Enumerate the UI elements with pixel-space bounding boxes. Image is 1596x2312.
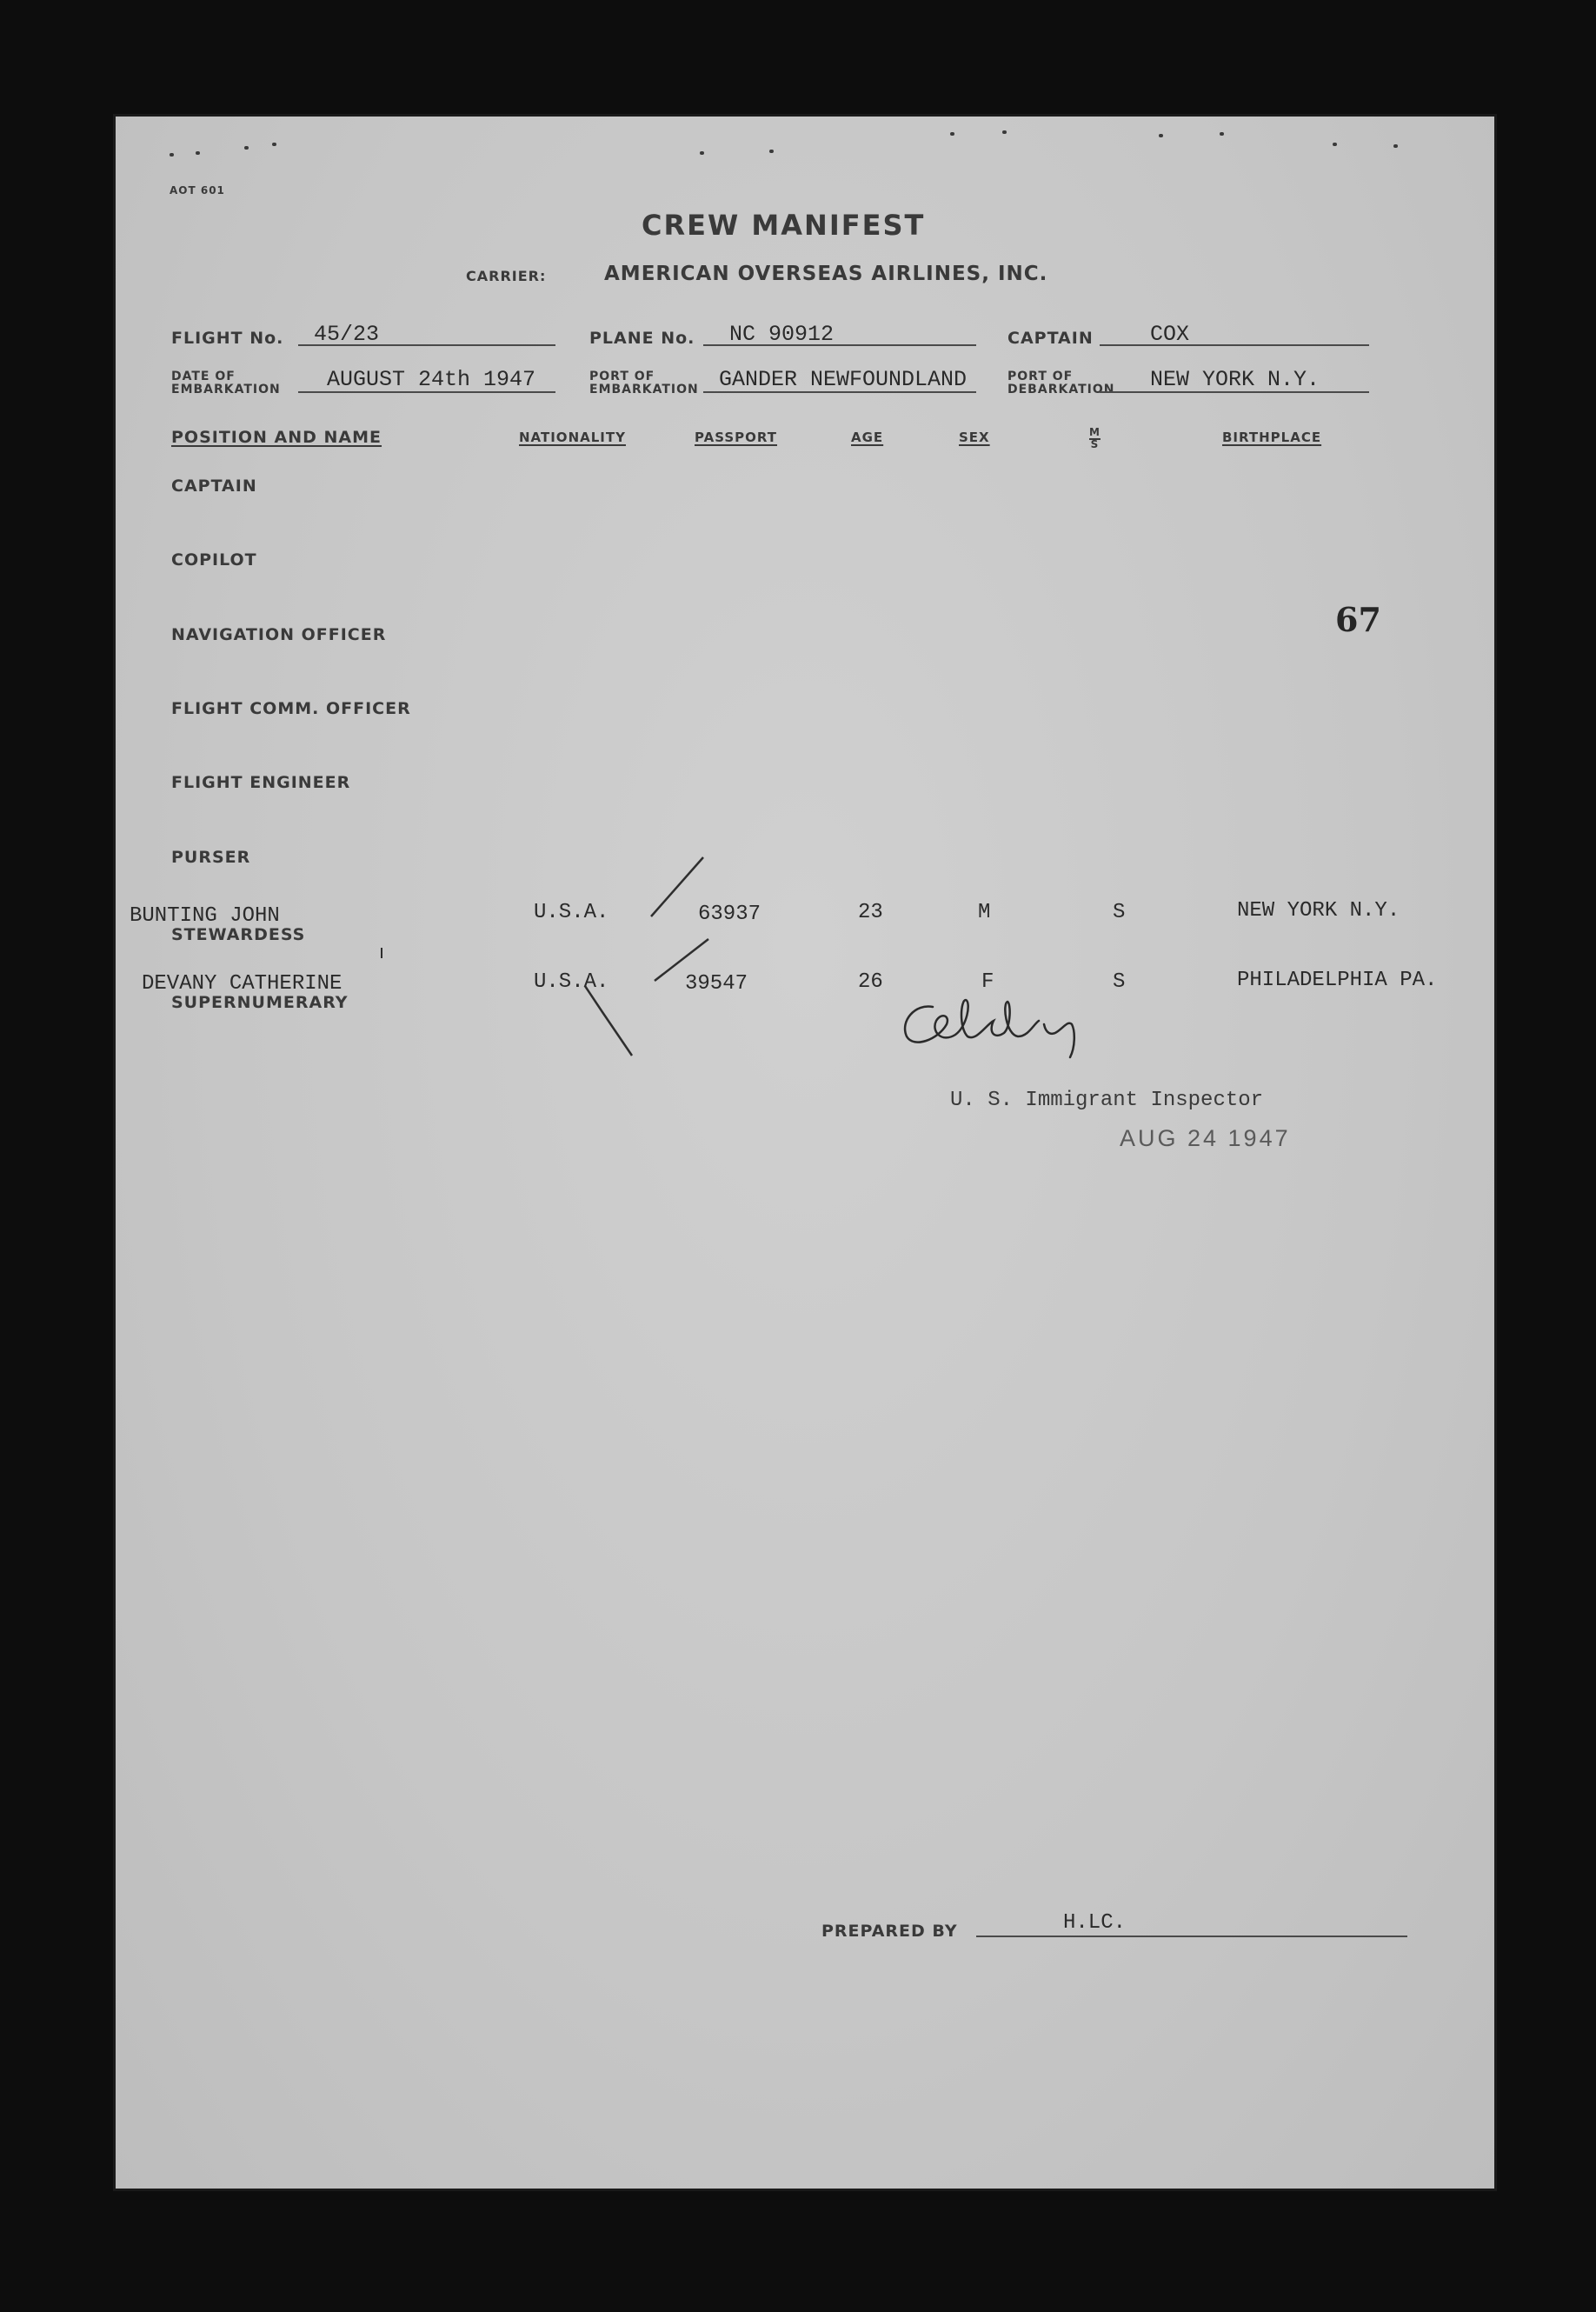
prepared-by-value: H.LC. (1063, 1911, 1127, 1935)
embarkation-date-label-1: DATE OF (171, 370, 236, 383)
plane-label: PLANE No. (589, 329, 695, 348)
prepared-by-underline (976, 1936, 1407, 1937)
embarkation-port-label-2: EMBARKATION (589, 383, 699, 396)
prepared-by-label: PREPARED BY (821, 1922, 958, 1941)
column-position: POSITION AND NAME (171, 428, 382, 447)
column-age: AGE (851, 430, 884, 445)
crew-1-position: STEWARDESS (171, 925, 306, 944)
column-passport: PASSPORT (695, 430, 778, 445)
position-flight-engineer: FLIGHT ENGINEER (171, 773, 351, 792)
document-title: CREW MANIFEST (642, 209, 926, 242)
crew-1-age: 23 (858, 901, 883, 924)
inspector-stamp-date: AUG 24 1947 (1120, 1125, 1291, 1151)
position-copilot: COPILOT (171, 550, 257, 570)
carrier-value: AMERICAN OVERSEAS AIRLINES, INC. (604, 263, 1048, 285)
position-captain: CAPTAIN (171, 476, 257, 496)
debarkation-port-label-2: DEBARKATION (1007, 383, 1115, 396)
crew-2-age: 26 (858, 970, 883, 994)
pen-check-marks (116, 117, 1494, 1160)
column-sex: SEX (959, 430, 990, 445)
manifest-page (116, 117, 1494, 2189)
embarkation-port-label-1: PORT OF (589, 370, 655, 383)
flight-value: 45/23 (314, 322, 380, 347)
crew-1-nationality: U.S.A. (534, 901, 609, 924)
page-number: 67 (1335, 600, 1381, 639)
crew-1-passport: 63937 (698, 903, 761, 926)
column-nationality: NATIONALITY (519, 430, 626, 445)
column-marital-bottom: S (1090, 438, 1100, 450)
embarkation-date-value: AUGUST 24th 1947 (327, 367, 536, 392)
captain-value: COX (1150, 322, 1190, 347)
position-navigation-officer: NAVIGATION OFFICER (171, 625, 387, 644)
debarkation-port-value: NEW YORK N.Y. (1150, 367, 1320, 392)
captain-label: CAPTAIN (1007, 329, 1094, 348)
column-birthplace: BIRTHPLACE (1222, 430, 1322, 445)
embarkation-port-value: GANDER NEWFOUNDLAND (719, 367, 968, 392)
embarkation-date-label-2: EMBARKATION (171, 383, 281, 396)
form-code: AOT 601 (170, 184, 225, 197)
crew-2-birthplace: PHILADELPHIA PA. (1237, 969, 1438, 992)
crew-2-nationality: U.S.A. (534, 970, 609, 994)
crew-2-name: DEVANY CATHERINE (142, 972, 342, 996)
plane-value: NC 90912 (729, 322, 835, 347)
column-marital-top: M (1089, 426, 1101, 438)
flight-label: FLIGHT No. (171, 329, 284, 348)
inspector-signature (881, 986, 1141, 1064)
position-flight-comm-officer: FLIGHT COMM. OFFICER (171, 699, 411, 718)
crew-2-marital: S (1113, 970, 1126, 994)
crew-1-birthplace: NEW YORK N.Y. (1237, 899, 1400, 923)
crew-2-passport: 39547 (685, 972, 748, 996)
inspector-title: U. S. Immigrant Inspector (950, 1089, 1264, 1112)
crew-1-sex: M (978, 901, 991, 924)
crew-2-position: SUPERNUMERARY (171, 993, 349, 1012)
crew-2-sex: F (981, 970, 994, 994)
crew-1-name: BUNTING JOHN (130, 904, 280, 928)
crew-1-marital: S (1113, 901, 1126, 924)
debarkation-port-label-1: PORT OF (1007, 370, 1074, 383)
position-purser: PURSER (171, 848, 251, 867)
carrier-label: CARRIER: (466, 268, 547, 284)
